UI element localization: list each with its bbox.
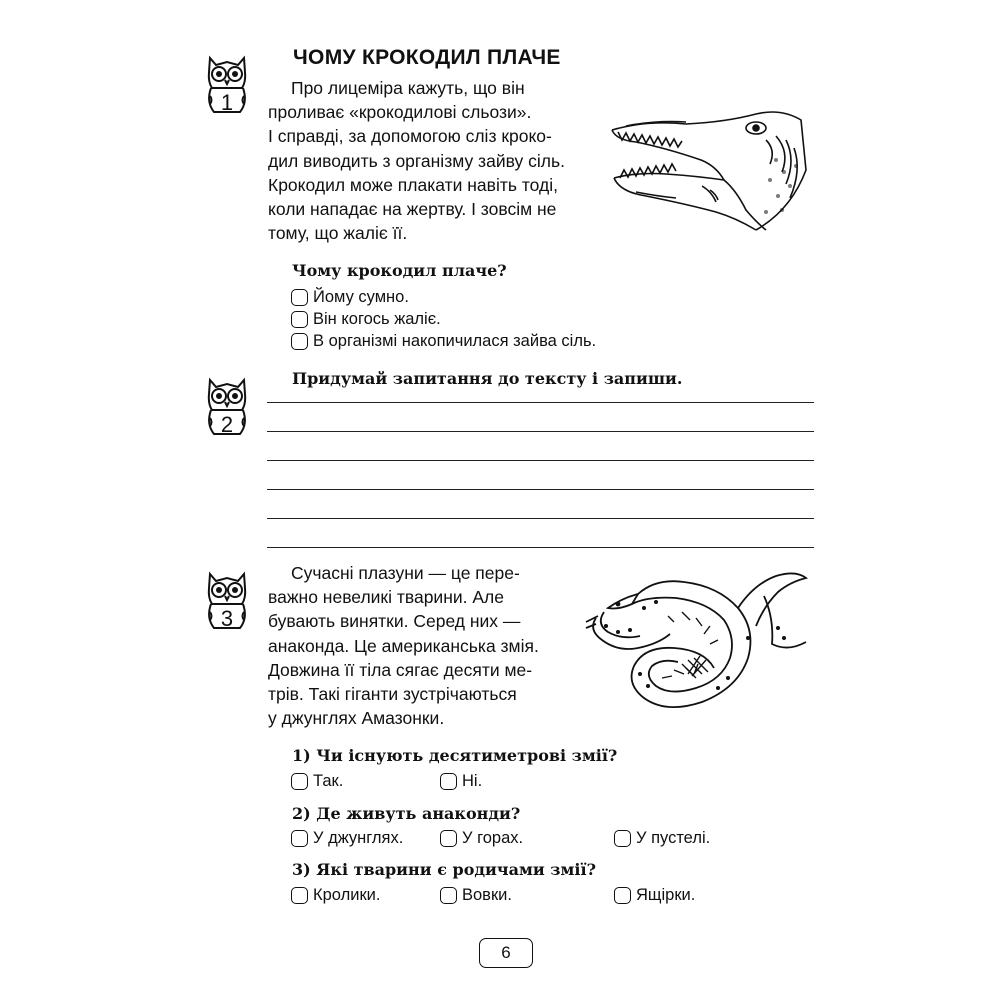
text-line: анаконда. Це американська змія. xyxy=(268,635,539,656)
task3-text xyxy=(268,561,539,730)
option-label: Ні. xyxy=(462,772,483,790)
option-label: У джунглях. xyxy=(313,829,404,847)
checkbox[interactable] xyxy=(291,773,308,790)
checkbox[interactable] xyxy=(291,887,308,904)
text-line: Про лицеміра кажуть, що він xyxy=(291,78,525,98)
option-label: Йому сумно. xyxy=(313,288,409,306)
writing-line[interactable] xyxy=(267,518,814,519)
text-line: Сучасні плазуни — це пере- xyxy=(291,563,520,583)
text-line: трів. Такі гіганти зустрічаються xyxy=(268,684,517,705)
snake-illustration xyxy=(578,568,814,718)
checkbox[interactable] xyxy=(440,887,457,904)
option-label: Він когось жаліє. xyxy=(313,310,441,328)
owl-icon xyxy=(202,372,252,438)
text-line: Крокодил може плакати навіть тоді, xyxy=(268,174,558,195)
task1-text xyxy=(268,76,565,245)
text-line: важно невеликі тварини. Але xyxy=(268,587,504,608)
task2-question: Придумай запитання до тексту і запиши. xyxy=(292,369,683,388)
answer-option[interactable] xyxy=(291,288,409,307)
answer-option[interactable] xyxy=(291,310,441,329)
task3-question-3: 3) Які тварини є родичами змії? xyxy=(292,860,596,879)
option-label: Ящірки. xyxy=(636,886,696,904)
text-line: Довжина її тіла сягає десяти ме- xyxy=(268,659,533,680)
task1-title: ЧОМУ КРОКОДИЛ ПЛАЧЕ xyxy=(293,46,561,69)
task-number: 2 xyxy=(220,412,234,437)
answer-option[interactable] xyxy=(440,886,512,905)
answer-option[interactable] xyxy=(291,829,403,848)
text-line: коли нападає на жертву. І зовсім не xyxy=(268,199,557,220)
task-number: 3 xyxy=(220,606,234,631)
checkbox[interactable] xyxy=(291,333,308,350)
checkbox[interactable] xyxy=(440,773,457,790)
text-line: проливає «крокодилові сльози». xyxy=(268,102,532,123)
answer-option[interactable] xyxy=(291,886,380,905)
writing-line[interactable] xyxy=(267,547,814,548)
checkbox[interactable] xyxy=(291,830,308,847)
answer-option[interactable] xyxy=(291,332,596,351)
checkbox[interactable] xyxy=(291,311,308,328)
option-label: У пустелі. xyxy=(636,829,711,847)
owl-icon xyxy=(202,50,252,116)
owl-icon xyxy=(202,566,252,632)
checkbox[interactable] xyxy=(440,830,457,847)
option-label: Вовки. xyxy=(462,886,512,904)
checkbox[interactable] xyxy=(614,830,631,847)
writing-line[interactable] xyxy=(267,431,814,432)
answer-option[interactable] xyxy=(291,772,343,791)
option-label: В організмі накопичилася зайва сіль. xyxy=(313,332,597,350)
text-line: І справді, за допомогою сліз кроко- xyxy=(268,126,552,147)
writing-line[interactable] xyxy=(267,460,814,461)
option-label: Кролики. xyxy=(313,886,381,904)
option-label: У горах. xyxy=(462,829,524,847)
text-line: тому, що жаліє її. xyxy=(268,223,408,244)
writing-line[interactable] xyxy=(267,489,814,490)
crocodile-illustration xyxy=(606,100,811,235)
answer-option[interactable] xyxy=(440,829,523,848)
task-number: 1 xyxy=(220,90,234,115)
task1-question: Чому крокодил плаче? xyxy=(292,261,507,280)
option-label: Так. xyxy=(313,772,344,790)
text-line: у джунглях Амазонки. xyxy=(268,708,445,729)
text-line: бувають винятки. Серед них — xyxy=(268,611,521,632)
text-line: дил виводить з організму зайву сіль. xyxy=(268,150,565,171)
writing-line[interactable] xyxy=(267,402,814,403)
checkbox[interactable] xyxy=(291,289,308,306)
answer-option[interactable] xyxy=(614,886,695,905)
answer-option[interactable] xyxy=(440,772,482,791)
task3-question-2: 2) Де живуть анаконди? xyxy=(292,804,521,823)
checkbox[interactable] xyxy=(614,887,631,904)
answer-option[interactable] xyxy=(614,829,710,848)
page-number: 6 xyxy=(479,938,533,968)
task3-question-1: 1) Чи існують десятиметрові змії? xyxy=(292,746,618,765)
